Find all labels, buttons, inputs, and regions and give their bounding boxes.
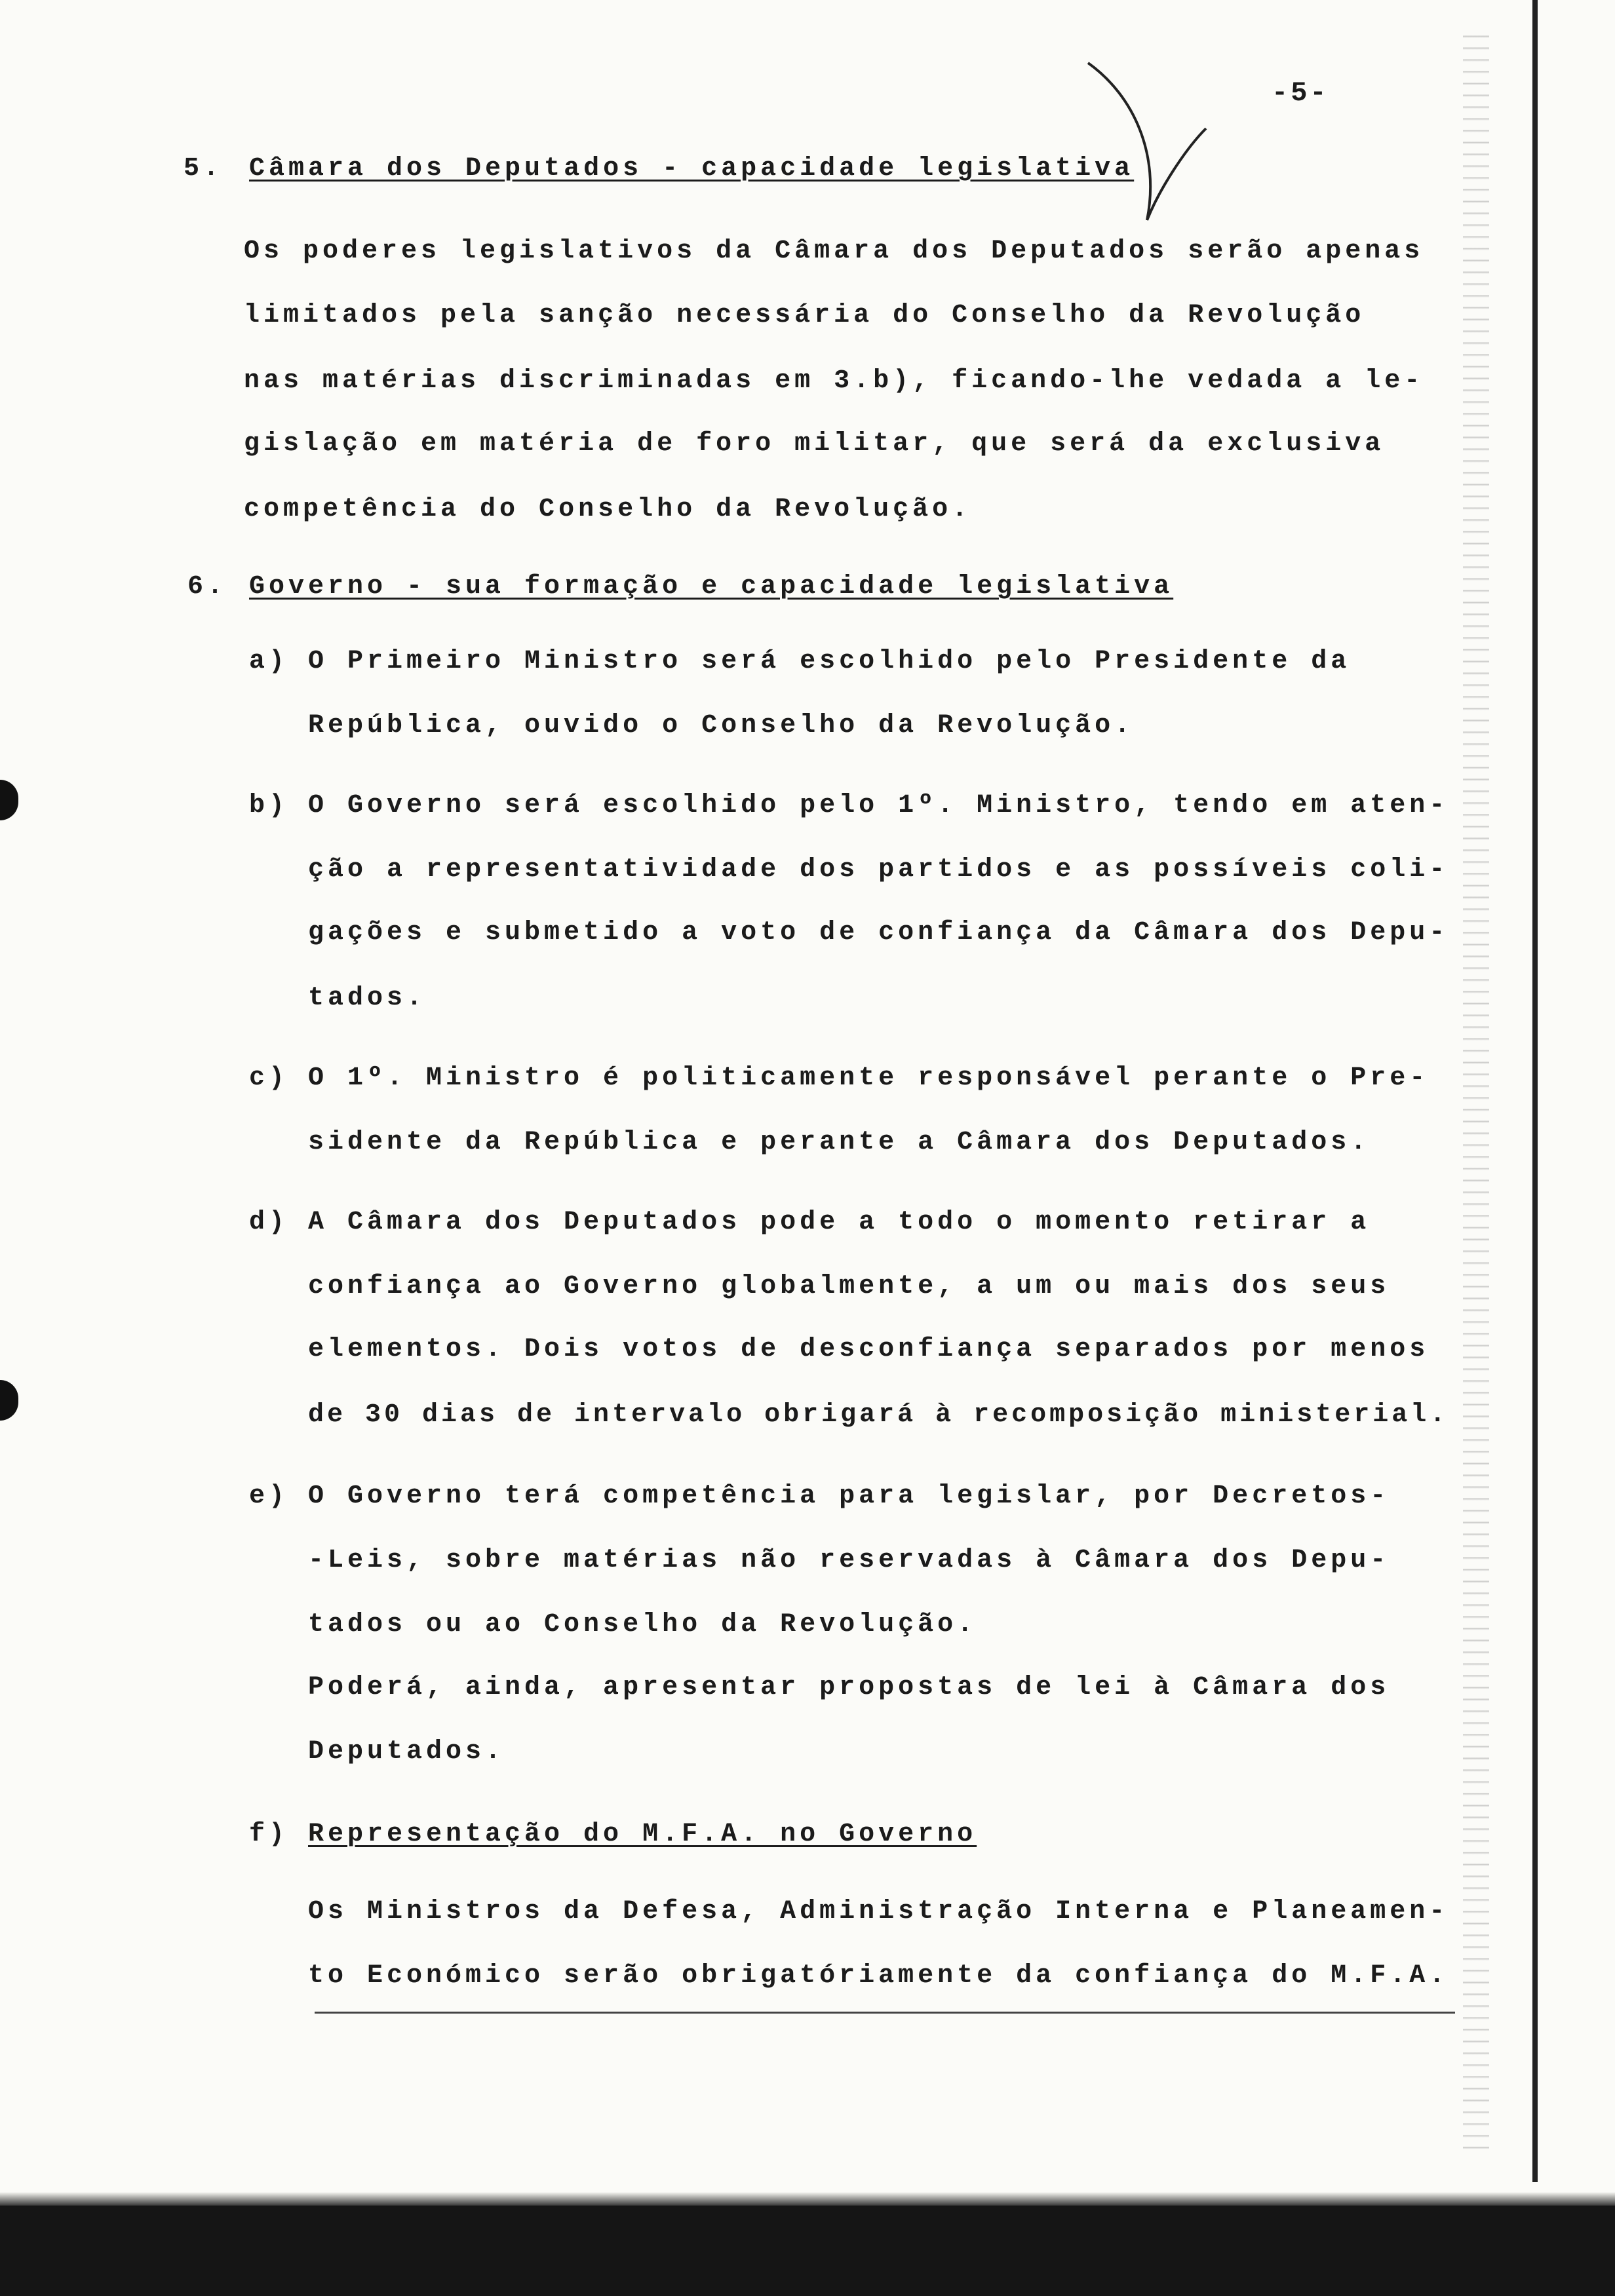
section-5-number: 5. xyxy=(184,154,224,183)
section-5-line: nas matérias discriminadas em 3.b), ficando-lhe vedada a le- xyxy=(244,366,1424,396)
section-6-title: Governo - sua formação e capacidade legislativa xyxy=(249,572,1174,602)
item-e-line: O Governo terá competência para legislar, por Decretos- xyxy=(308,1482,1390,1511)
item-d-line: confiança ao Governo globalmente, a um ou mais dos seus xyxy=(308,1272,1390,1301)
item-f-line: to Económico serão obrigatóriamente da confiança do M.F.A. xyxy=(308,1961,1449,1991)
item-c-line: sidente da República e perante a Câmara dos Deputados. xyxy=(308,1128,1371,1157)
item-f-title: Representação do M.F.A. no Governo xyxy=(308,1820,977,1849)
scan-right-edge xyxy=(1532,0,1538,2182)
item-e-line: tados ou ao Conselho da Revolução. xyxy=(308,1610,977,1639)
handwritten-initial-mark xyxy=(1075,56,1226,227)
section-5-line: limitados pela sanção necessária do Conselho da Revolução xyxy=(244,301,1365,330)
item-d-label: d) xyxy=(249,1208,289,1237)
item-a-label: a) xyxy=(249,647,289,676)
item-c-line: O 1º. Ministro é politicamente responsável perante o Pre- xyxy=(308,1063,1430,1093)
page-number: -5- xyxy=(1272,77,1329,109)
item-d-line: A Câmara dos Deputados pode a todo o momento retirar a xyxy=(308,1208,1371,1237)
closing-rule xyxy=(315,2012,1455,2014)
item-b-line: tados. xyxy=(308,984,427,1013)
item-d-line: elementos. Dois votos de desconfiança separados por menos xyxy=(308,1335,1430,1364)
punch-hole-upper xyxy=(0,780,18,820)
item-e-line: Poderá, ainda, apresentar propostas de lei à Câmara dos xyxy=(308,1673,1390,1702)
scan-edge-noise xyxy=(1463,26,1489,2149)
scan-bottom-fade xyxy=(0,2192,1615,2206)
item-e-label: e) xyxy=(249,1482,289,1511)
section-5-line: Os poderes legislativos da Câmara dos Deputados serão apenas xyxy=(244,237,1424,266)
item-c-label: c) xyxy=(249,1063,289,1093)
item-f-label: f) xyxy=(249,1820,289,1849)
item-a-line: O Primeiro Ministro será escolhido pelo Presidente da xyxy=(308,647,1351,676)
section-5-line: competência do Conselho da Revolução. xyxy=(244,495,972,524)
item-a-line: República, ouvido o Conselho da Revolução. xyxy=(308,711,1135,740)
item-b-line: O Governo será escolhido pelo 1º. Ministro, tendo em aten- xyxy=(308,791,1449,820)
item-b-line: gações e submetido a voto de confiança da Câmara dos Depu- xyxy=(308,918,1449,947)
item-d-line: de 30 dias de intervalo obrigará à recomposição ministerial. xyxy=(308,1400,1449,1430)
section-5-title: Câmara dos Deputados - capacidade legislativa xyxy=(249,154,1135,183)
item-b-label: b) xyxy=(249,791,289,820)
punch-hole-lower xyxy=(0,1380,18,1421)
item-b-line: ção a representatividade dos partidos e as possíveis coli- xyxy=(308,855,1449,885)
section-6-number: 6. xyxy=(187,572,227,602)
item-f-line: Os Ministros da Defesa, Administração Interna e Planeamen- xyxy=(308,1897,1449,1926)
item-e-line: Deputados. xyxy=(308,1737,505,1767)
scan-bottom-edge xyxy=(0,2206,1615,2296)
section-5-line: gislação em matéria de foro militar, que será da exclusiva xyxy=(244,429,1385,459)
item-e-line: -Leis, sobre matérias não reservadas à Câmara dos Depu- xyxy=(308,1546,1390,1575)
